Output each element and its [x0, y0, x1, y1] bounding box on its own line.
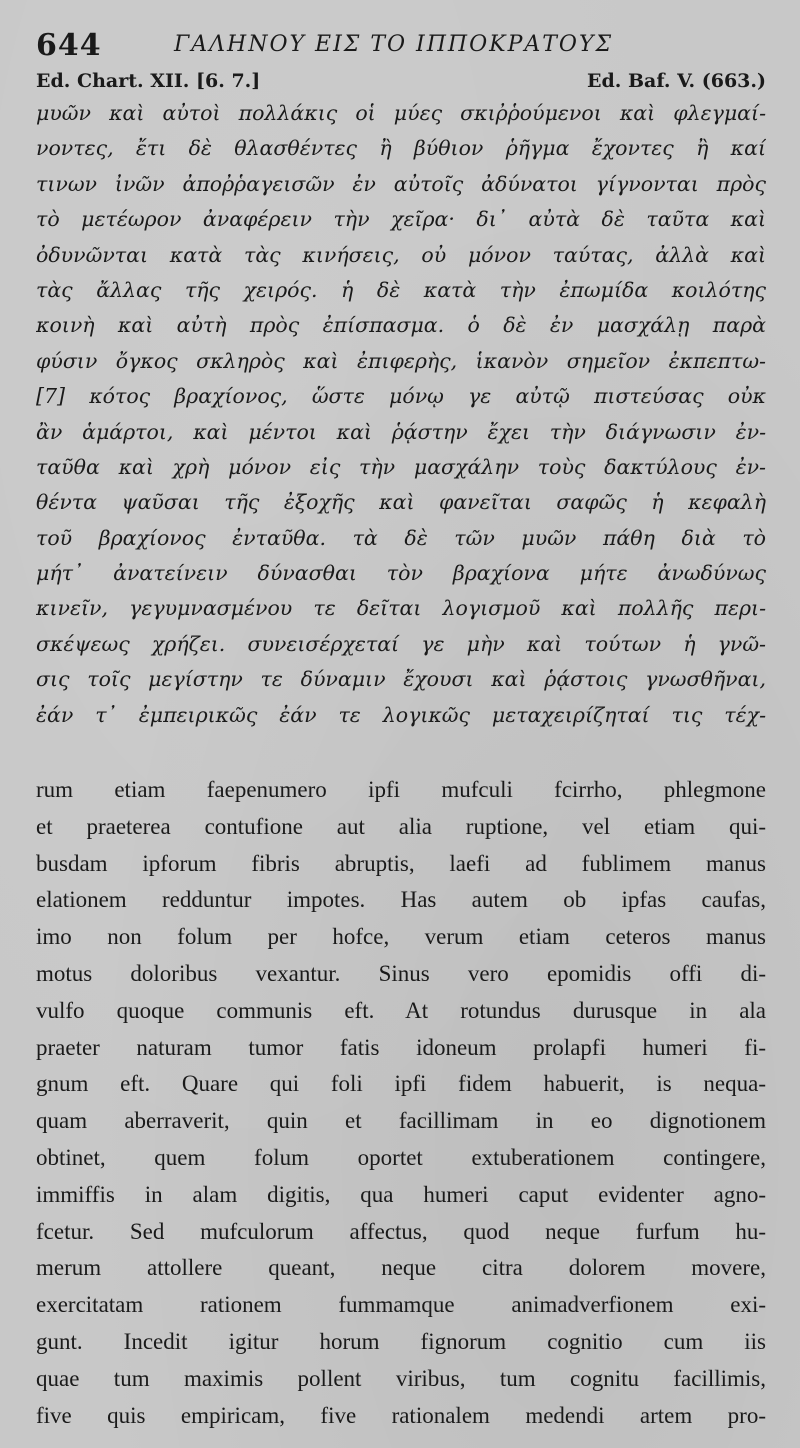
latin-line: et praeterea contufione aut alia ruptione, vel etiam qui-: [36, 813, 766, 839]
edition-reference-line: [36, 70, 766, 96]
greek-line: ἐάν τ᾽ ἐμπειρικῶς ἐάν τε λογικῶς μεταχειρίζηταί τις τέχ-: [36, 702, 766, 727]
latin-line: quam aberraverit, quin et facillimam in eo dignotionem: [36, 1108, 766, 1134]
latin-line: motus doloribus vexantur. Sinus vero epomidis offi di-: [36, 960, 766, 986]
latin-line: rum etiam faepenumero ipfi mufculi fcirrho, phlegmone: [36, 777, 766, 802]
greek-line: τοῦ βραχίονος ἐνταῦθα. τὰ δὲ τῶν μυῶν πάθη διὰ τὸ: [36, 525, 766, 550]
greek-line: σις τοῖς μεγίστην τε δύναμιν ἔχουσι καὶ ῥᾴστοις γνωσθῆναι,: [36, 667, 766, 692]
latin-line: busdam ipforum fibris abruptis, laefi ad fublimem manus: [36, 850, 766, 876]
latin-line: gnum eft. Quare qui foli ipfi fidem habuerit, is nequa-: [36, 1071, 766, 1097]
greek-line: [7] κότος βραχίονος, ὥστε μόνῳ γε αὐτῷ πιστεύσας οὐκ: [36, 384, 766, 409]
latin-line: exercitatam rationem fummamque animadverfionem exi-: [36, 1292, 766, 1318]
greek-line: νοντες, ἔτι δὲ θλασθέντες ἢ βύθιον ῥῆγμα ἔχοντες ἢ καί: [36, 136, 766, 161]
greek-line: τὸ μετέωρον ἀναφέρειν τὴν χεῖρα· δι᾽ αὐτὰ δὲ ταῦτα καὶ: [36, 207, 766, 232]
greek-line: μυῶν καὶ αὐτοὶ πολλάκις οἱ μύες σκιῤῥούμενοι καὶ φλεγμαί-: [36, 101, 766, 125]
edition-reference-chartier: Ed. Chart. XII. [6. 7.]: [36, 70, 261, 92]
greek-line: τὰς ἄλλας τῆς χειρός. ἡ δὲ κατὰ τὴν ἐπωμίδα κοιλότης: [36, 277, 766, 302]
latin-line: five quis empiricam, five rationalem medendi artem pro-: [36, 1402, 766, 1428]
edition-reference-basel: Ed. Baf. V. (663.): [587, 70, 766, 92]
greek-line: τινων ἰνῶν ἀποῤῥαγεισῶν ἐν αὐτοῖς ἀδύνατοι γίγνονται πρὸς: [36, 171, 766, 196]
greek-line: φύσιν ὄγκος σκληρὸς καὶ ἐπιφερὴς, ἱκανὸν σημεῖον ἐκπεπτω-: [36, 348, 766, 373]
greek-line: θέντα ψαῦσαι τῆς ἐξοχῆς καὶ φανεῖται σαφῶς ἡ κεφαλὴ: [36, 490, 766, 515]
greek-line: κοινὴ καὶ αὐτὴ πρὸς ἐπίσπασμα. ὁ δὲ ἐν μασχάλῃ παρὰ: [36, 313, 766, 338]
page-header: [36, 28, 776, 68]
greek-line: ἂν ἁμάρτοι, καὶ μέντοι καὶ ῥᾴστην ἔχει τὴν διάγνωσιν ἐν-: [36, 419, 766, 444]
latin-line: merum attollere queant, neque citra dolorem movere,: [36, 1255, 766, 1281]
greek-line: κινεῖν, γεγυμνασμένου τε δεῖται λογισμοῦ καὶ πολλῆς περι-: [36, 596, 766, 621]
latin-line: elationem redduntur impotes. Has autem ob ipfas caufas,: [36, 887, 766, 913]
running-title: ΓΑΛΗΝΟΥ ΕΙΣ ΤΟ ΙΠΠΟΚΡΑΤΟΥΣ: [174, 32, 614, 57]
latin-line: quae tum maximis pollent viribus, tum cognitu facillimis,: [36, 1365, 766, 1391]
latin-line: gunt. Incedit igitur horum fignorum cognitio cum iis: [36, 1328, 766, 1354]
greek-line: σκέψεως χρήζει. συνεισέρχεταί γε μὴν καὶ τούτων ἡ γνῶ-: [36, 631, 766, 656]
greek-line: μήτ᾽ ἀνατείνειν δύνασθαι τὸν βραχίονα μήτε ἀνωδύνως: [36, 561, 766, 586]
latin-line: fcetur. Sed mufculorum affectus, quod neque furfum hu-: [36, 1218, 766, 1244]
latin-line: immiffis in alam digitis, qua humeri caput evidenter agno-: [36, 1181, 766, 1207]
latin-line: imo non folum per hofce, verum etiam ceteros manus: [36, 924, 766, 950]
greek-line: ὀδυνῶνται κατὰ τὰς κινήσεις, οὐ μόνον ταύτας, ἀλλὰ καὶ: [36, 242, 766, 267]
greek-text-block: [36, 96, 766, 733]
latin-line: obtinet, quem folum oportet extuberationem contingere,: [36, 1144, 766, 1170]
latin-line: praeter naturam tumor fatis idoneum prolapfi humeri fi-: [36, 1034, 766, 1060]
page-number: 644: [36, 28, 102, 63]
greek-line: ταῦθα καὶ χρὴ μόνον εἰς τὴν μασχάλην τοὺς δακτύλους ἐν-: [36, 454, 766, 479]
latin-text-block: [36, 772, 766, 1434]
latin-line: vulfo quoque communis eft. At rotundus durusque in ala: [36, 997, 766, 1023]
